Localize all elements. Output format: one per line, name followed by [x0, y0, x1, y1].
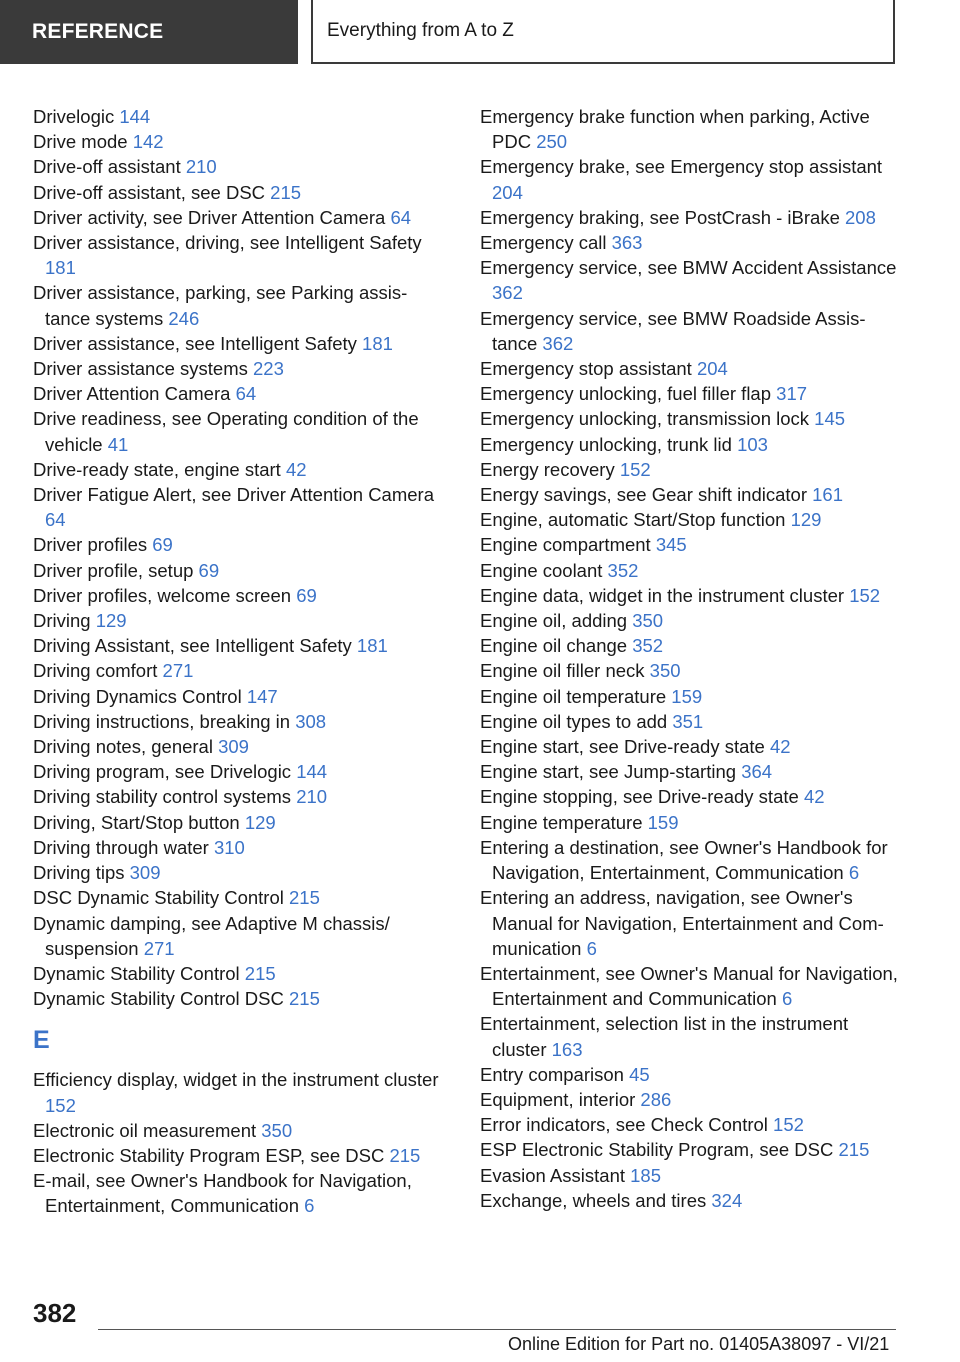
- index-entry-text: Driver Fatigue Alert, see Driver Attention Camera: [33, 484, 434, 506]
- index-entry: [480, 406, 900, 431]
- index-entry-page-link[interactable]: 42: [803, 786, 825, 808]
- index-entry: [480, 1137, 900, 1162]
- index-entry-text: Entry comparison: [480, 1063, 624, 1085]
- index-entry-page-link[interactable]: 215: [838, 1139, 870, 1161]
- index-entry-text: Engine oil change: [480, 635, 628, 657]
- index-entry-page-link[interactable]: 324: [711, 1189, 743, 1211]
- index-entry-page-link[interactable]: 152: [619, 458, 651, 480]
- index-entry-page-link[interactable]: 345: [655, 534, 687, 556]
- index-entry-text: Emergency unlocking, trunk lid: [480, 433, 732, 455]
- index-entry-page-link[interactable]: 129: [244, 811, 276, 833]
- index-entry-page-link[interactable]: 181: [362, 332, 393, 354]
- index-entry-text: Driving Dynamics Control: [33, 685, 242, 707]
- index-entry-page-link[interactable]: 210: [296, 786, 328, 808]
- index-entry: [33, 1143, 443, 1168]
- index-entry-text: Emergency braking, see PostCrash - iBrake: [480, 206, 840, 228]
- index-entry: [33, 1067, 443, 1117]
- section-tab: REFERENCE: [0, 0, 298, 64]
- index-entry-text: Emergency brake, see Emergency stop assistant: [480, 156, 883, 178]
- index-entry-page-link[interactable]: 6: [586, 937, 597, 959]
- index-entry-page-link[interactable]: 161: [812, 484, 844, 506]
- index-entry: [480, 1011, 900, 1061]
- index-entry-page-link[interactable]: 352: [632, 635, 664, 657]
- index-entry-page-link[interactable]: 215: [289, 887, 320, 909]
- index-entry-text: Drive-ready state, engine start: [33, 458, 281, 480]
- index-entry-text: Drivelogic: [33, 106, 115, 127]
- index-entry-page-link[interactable]: 215: [289, 988, 320, 1010]
- index-entry-page-link[interactable]: 350: [261, 1119, 293, 1141]
- index-entry: [480, 810, 900, 835]
- index-entry-page-link[interactable]: 363: [611, 232, 643, 254]
- index-entry: [33, 154, 443, 179]
- index-entry: [480, 885, 900, 961]
- index-entry-text: Driver assistance, parking, see Parking assistance systems: [33, 282, 408, 329]
- index-entry: [480, 532, 900, 557]
- index-entry-text: Dynamic damping, see Adaptive M chassis/ suspension: [33, 912, 390, 959]
- index-entry-page-link[interactable]: 42: [285, 458, 307, 480]
- index-entry-text: Driver profiles, welcome screen: [33, 584, 292, 606]
- index-entry-text: Driver assistance systems: [33, 358, 248, 380]
- index-entry-text: E-mail, see Owner's Handbook for Navigation, Entertainment, Communication: [33, 1170, 412, 1217]
- index-group-d: [33, 104, 443, 1011]
- index-entry-text: Driver profile, setup: [33, 559, 194, 581]
- index-entry: [480, 734, 900, 759]
- index-entry-text: Drive-off assistant: [33, 156, 181, 178]
- index-entry-text: Engine data, widget in the instrument cluster: [480, 584, 845, 606]
- index-entry-page-link[interactable]: 210: [185, 156, 217, 178]
- index-entry: [33, 684, 443, 709]
- index-entry-page-link[interactable]: 159: [671, 685, 703, 707]
- index-entry-text: Driving comfort: [33, 660, 158, 682]
- index-entry: [33, 104, 443, 129]
- index-entry-page-link[interactable]: 185: [630, 1164, 662, 1186]
- index-entry-page-link[interactable]: 69: [198, 559, 220, 581]
- index-entry: [480, 1163, 900, 1188]
- index-entry-page-link[interactable]: 204: [492, 181, 523, 203]
- index-entry-page-link[interactable]: 64: [45, 509, 66, 531]
- index-entry-page-link[interactable]: 362: [542, 332, 574, 354]
- index-entry: [33, 759, 443, 784]
- index-entry: [480, 1087, 900, 1112]
- index-entry-text: Entertainment, selection list in the instrument cluster: [480, 1013, 849, 1060]
- index-group-e: [33, 1067, 443, 1218]
- index-entry-text: Engine oil types to add: [480, 710, 668, 732]
- index-entry-text: Driving: [33, 610, 91, 632]
- index-entry: [33, 180, 443, 205]
- index-group-e-continued: [480, 104, 900, 1213]
- index-entry-page-link[interactable]: 250: [536, 131, 568, 153]
- index-entry-page-link[interactable]: 144: [119, 106, 151, 127]
- index-column-left: [33, 104, 443, 1219]
- index-entry-text: Engine stopping, see Drive-ready state: [480, 786, 799, 808]
- index-entry: [33, 709, 443, 734]
- index-entry-text: Engine oil filler neck: [480, 660, 645, 682]
- index-entry: [480, 457, 900, 482]
- index-entry-text: Entering a destination, see Owner's Handbook for Navigation, Entertainment, Communication: [480, 836, 888, 884]
- index-entry-text: Emergency service, see BMW Accident Assistance: [480, 257, 897, 279]
- index-entry: [33, 356, 443, 381]
- index-entry-page-link[interactable]: 362: [492, 282, 523, 304]
- index-entry: [480, 230, 900, 255]
- index-entry-text: Electronic oil measurement: [33, 1119, 257, 1141]
- index-entry-page-link[interactable]: 350: [632, 610, 664, 632]
- index-entry: [480, 583, 900, 608]
- index-entry-page-link[interactable]: 350: [649, 660, 681, 682]
- footer-rule: [98, 1329, 896, 1330]
- index-entry-text: Driver profiles: [33, 534, 148, 556]
- index-entry-page-link[interactable]: 152: [45, 1094, 76, 1116]
- index-entry-text: Emergency stop assistant: [480, 358, 692, 380]
- index-entry: [480, 558, 900, 583]
- index-entry: [33, 810, 443, 835]
- index-entry-page-link[interactable]: 215: [244, 962, 276, 984]
- index-entry: [33, 885, 443, 910]
- index-entry: [33, 583, 443, 608]
- index-entry-page-link[interactable]: 271: [162, 660, 194, 682]
- index-entry-text: Emergency unlocking, transmission lock: [480, 408, 810, 430]
- index-entry-text: Driver Attention Camera: [33, 383, 231, 405]
- index-entry: [33, 406, 443, 456]
- index-entry: [33, 608, 443, 633]
- index-entry-page-link[interactable]: 215: [270, 181, 302, 203]
- index-entry-text: Engine compartment: [480, 534, 651, 556]
- index-entry-page-link[interactable]: 145: [814, 408, 846, 430]
- index-entry: [33, 558, 443, 583]
- index-entry: [33, 1118, 443, 1143]
- index-entry-text: ESP Electronic Stability Program, see DSC: [480, 1139, 834, 1161]
- index-entry-text: Driving through water: [33, 836, 209, 858]
- index-entry-text: Dynamic Stability Control DSC: [33, 988, 284, 1010]
- index-entry-page-link[interactable]: 271: [143, 937, 175, 959]
- index-entry: [33, 532, 443, 557]
- index-entry: [480, 104, 900, 154]
- index-entry-page-link[interactable]: 317: [776, 383, 808, 405]
- index-entry: [480, 961, 900, 1011]
- index-entry-text: Energy recovery: [480, 458, 615, 480]
- chapter-title: Everything from A to Z: [311, 0, 895, 64]
- index-entry: [480, 784, 900, 809]
- index-entry: [33, 381, 443, 406]
- index-entry-text: Engine oil temperature: [480, 685, 667, 707]
- index-entry-text: Equipment, interior: [480, 1088, 636, 1110]
- index-entry-page-link[interactable]: 69: [152, 534, 173, 556]
- index-entry-page-link[interactable]: 286: [640, 1088, 672, 1110]
- index-entry: [33, 633, 443, 658]
- index-entry-page-link[interactable]: 215: [389, 1144, 421, 1166]
- footer-edition: Online Edition for Part no. 01405A38097 - VI/21: [508, 1334, 890, 1354]
- index-entry: [480, 356, 900, 381]
- page-number: 382: [33, 1298, 77, 1328]
- index-entry-text: Driver activity, see Driver Attention Camera: [33, 206, 386, 228]
- index-entry: [480, 432, 900, 457]
- index-entry-text: Engine, automatic Start/Stop function: [480, 509, 786, 531]
- index-entry-text: Emergency unlocking, fuel filler flap: [480, 383, 772, 405]
- index-entry: [480, 1062, 900, 1087]
- index-entry: [33, 986, 443, 1011]
- index-entry: [480, 482, 900, 507]
- index-entry-text: Driving stability control systems: [33, 786, 292, 808]
- index-entry: [33, 1168, 443, 1218]
- index-entry-page-link[interactable]: 308: [295, 710, 327, 732]
- index-entry-page-link[interactable]: 208: [845, 206, 876, 228]
- index-entry-text: Emergency call: [480, 232, 607, 254]
- index-entry-text: Emergency service, see BMW Roadside Assistance: [480, 307, 866, 354]
- index-entry-page-link[interactable]: 309: [218, 736, 249, 758]
- index-entry: [33, 129, 443, 154]
- index-entry-page-link[interactable]: 64: [390, 206, 412, 228]
- index-entry-text: Engine start, see Drive-ready state: [480, 736, 765, 758]
- index-entry-text: Drive-off assistant, see DSC: [33, 181, 266, 203]
- index-entry-page-link[interactable]: 352: [607, 559, 639, 581]
- index-entry-text: Exchange, wheels and tires: [480, 1189, 707, 1211]
- index-entry: [33, 280, 443, 330]
- index-entry-page-link[interactable]: 152: [773, 1114, 804, 1136]
- index-letter-heading: E: [33, 1026, 50, 1055]
- index-entry-page-link[interactable]: 223: [253, 358, 284, 380]
- index-entry: [480, 306, 900, 356]
- index-entry-text: Driver assistance, driving, see Intelligent Safety: [33, 232, 422, 254]
- index-column-right: [480, 104, 900, 1213]
- index-entry-text: DSC Dynamic Stability Control: [33, 887, 284, 909]
- index-entry-page-link[interactable]: 351: [672, 710, 704, 732]
- index-entry: [33, 835, 443, 860]
- index-entry: [480, 835, 900, 885]
- index-entry-text: Engine temperature: [480, 811, 643, 833]
- index-entry-text: Drive mode: [33, 131, 128, 153]
- index-entry-text: Energy savings, see Gear shift indicator: [480, 484, 807, 506]
- index-entry-text: Engine coolant: [480, 559, 603, 581]
- index-entry-text: Driving tips: [33, 862, 125, 884]
- index-entry-page-link[interactable]: 310: [213, 836, 245, 858]
- index-entry: [480, 608, 900, 633]
- index-entry: [480, 381, 900, 406]
- index-entry-page-link[interactable]: 42: [769, 736, 791, 758]
- index-entry-page-link[interactable]: 6: [848, 862, 860, 884]
- index-entry-text: Driver assistance, see Intelligent Safety: [33, 332, 357, 354]
- index-entry-page-link[interactable]: 181: [356, 635, 388, 657]
- index-entry: [480, 658, 900, 683]
- index-entry-text: Driving, Start/Stop button: [33, 811, 240, 833]
- index-entry-text: Entering an address, navigation, see Owner's Manual for Navigation, Entertainment and Communication: [480, 887, 884, 959]
- index-entry-page-link[interactable]: 181: [45, 257, 76, 279]
- index-entry-text: Driving instructions, breaking in: [33, 710, 291, 732]
- index-entry-page-link[interactable]: 163: [551, 1038, 583, 1060]
- index-entry: [480, 759, 900, 784]
- index-entry: [33, 860, 443, 885]
- index-entry-text: Entertainment, see Owner's Manual for Navigation, Entertainment and Communication: [480, 962, 898, 1010]
- index-entry-text: Driving notes, general: [33, 736, 213, 758]
- index-entry: [33, 734, 443, 759]
- index-entry: [480, 507, 900, 532]
- index-entry-page-link[interactable]: 69: [296, 584, 317, 606]
- index-entry-text: Error indicators, see Check Control: [480, 1114, 768, 1136]
- index-entry-text: Driving program, see Drivelogic: [33, 761, 292, 783]
- index-entry: [480, 1112, 900, 1137]
- index-entry: [33, 331, 443, 356]
- index-entry-page-link[interactable]: 147: [246, 685, 278, 707]
- index-entry-page-link[interactable]: 152: [849, 584, 881, 606]
- index-entry-page-link[interactable]: 204: [696, 358, 728, 380]
- index-entry: [33, 784, 443, 809]
- index-entry-page-link[interactable]: 64: [235, 383, 257, 405]
- index-entry: [480, 255, 900, 305]
- index-entry-page-link[interactable]: 129: [95, 610, 127, 632]
- index-entry-text: Drive readiness, see Operating condition of the vehicle: [33, 408, 419, 455]
- index-entry-page-link[interactable]: 41: [107, 433, 129, 455]
- index-entry: [480, 633, 900, 658]
- index-entry-text: Dynamic Stability Control: [33, 962, 240, 984]
- index-entry-page-link[interactable]: 6: [304, 1195, 315, 1217]
- index-entry: [480, 205, 900, 230]
- index-entry: [33, 658, 443, 683]
- index-entry: [33, 911, 443, 961]
- index-entry-page-link[interactable]: 45: [629, 1063, 650, 1085]
- index-entry: [33, 205, 443, 230]
- index-entry-page-link[interactable]: 364: [741, 761, 773, 783]
- index-entry-text: Electronic Stability Program ESP, see DSC: [33, 1144, 385, 1166]
- index-entry-page-link[interactable]: 6: [782, 988, 793, 1010]
- index-entry: [480, 684, 900, 709]
- index-entry-page-link[interactable]: 309: [129, 862, 161, 884]
- index-entry-page-link[interactable]: 144: [296, 761, 328, 783]
- index-entry-text: Engine start, see Jump-starting: [480, 761, 737, 783]
- index-entry: [33, 961, 443, 986]
- index-entry-text: Evasion Assistant: [480, 1164, 625, 1186]
- index-entry-text: Emergency brake function when parking, Active PDC: [480, 106, 870, 153]
- index-entry: [33, 230, 443, 280]
- index-entry-text: Driving Assistant, see Intelligent Safety: [33, 635, 352, 657]
- index-entry: [480, 1188, 900, 1213]
- index-entry-page-link[interactable]: 129: [790, 509, 822, 531]
- index-entry: [33, 482, 443, 532]
- index-entry-text: Efficiency display, widget in the instrument cluster: [33, 1069, 439, 1091]
- index-entry-page-link[interactable]: 103: [737, 433, 768, 455]
- index-entry: [33, 457, 443, 482]
- index-entry-text: Engine oil, adding: [480, 610, 628, 632]
- index-entry: [480, 709, 900, 734]
- index-entry: [480, 154, 900, 204]
- index-entry-page-link[interactable]: 142: [132, 131, 164, 153]
- index-entry-page-link[interactable]: 246: [168, 307, 200, 329]
- index-entry-page-link[interactable]: 159: [647, 811, 679, 833]
